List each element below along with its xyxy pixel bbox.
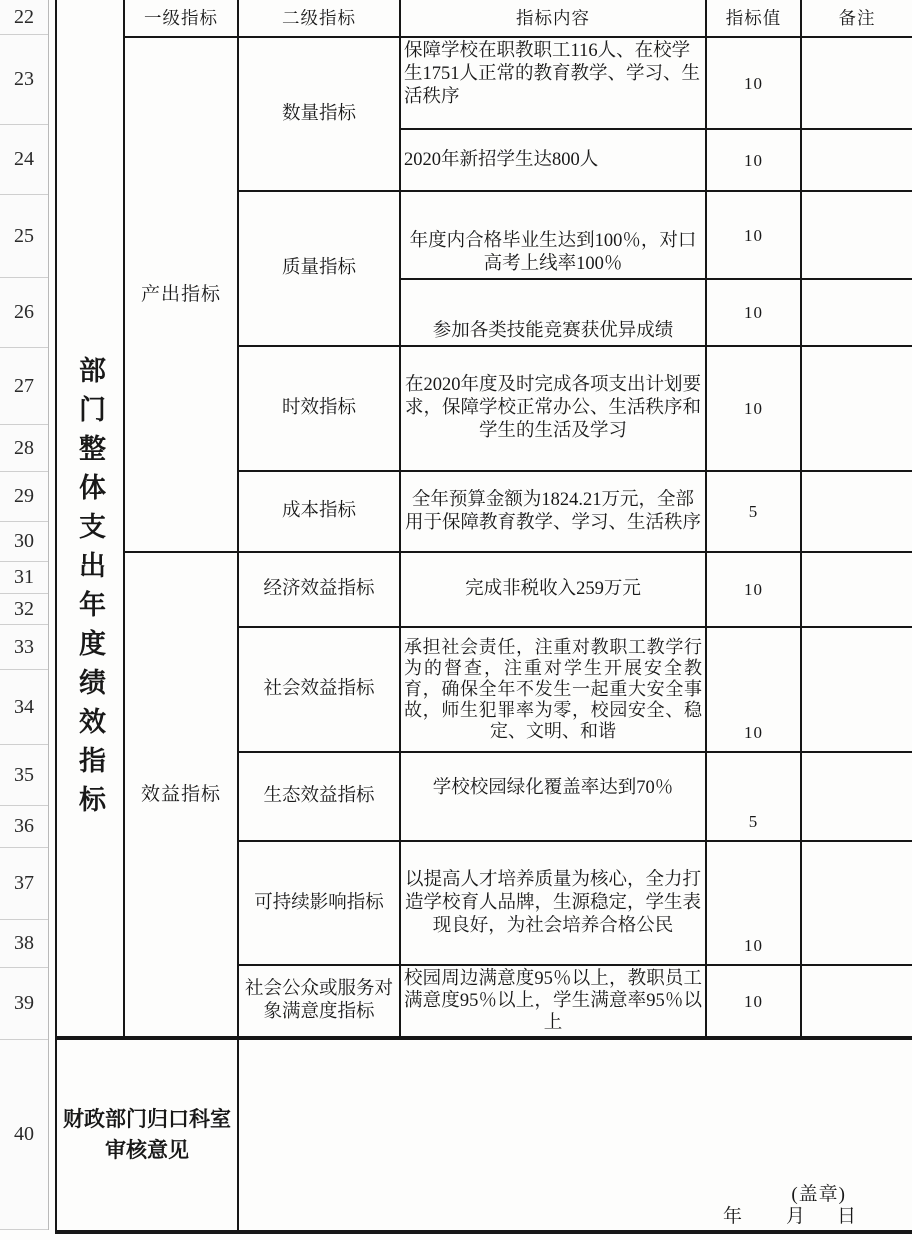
review-opinion-body-cell[interactable]	[239, 1040, 912, 1234]
level2-cell-ecological[interactable]: 生态效益指标	[239, 753, 401, 842]
level1-cell-benefit[interactable]: 效益指标	[125, 553, 239, 1040]
gutter-row-38[interactable]: 38	[0, 920, 48, 968]
indicator-content-cell[interactable]: 学校校园绿化覆盖率达到70％	[401, 753, 707, 842]
indicator-content-cell[interactable]: 校园周边满意度95％以上，教职员工满意度95％以上，学生满意率95％以上	[401, 966, 707, 1040]
gutter-row-29[interactable]: 29	[0, 472, 48, 522]
gutter-row-37[interactable]: 37	[0, 848, 48, 920]
gutter-row-22[interactable]: 22	[0, 0, 48, 35]
indicator-value-cell[interactable]: 10	[707, 347, 802, 472]
indicator-value-cell[interactable]: 10	[707, 628, 802, 753]
gutter-row-24[interactable]: 24	[0, 125, 48, 195]
header-level2[interactable]: 二级指标	[239, 0, 401, 38]
gutter-row-31[interactable]: 31	[0, 562, 48, 594]
header-note[interactable]: 备注	[802, 0, 912, 38]
level2-cell-satisfaction[interactable]: 社会公众或服务对象满意度指标	[239, 966, 401, 1040]
gutter-row-40[interactable]: 40	[0, 1040, 48, 1230]
note-cell[interactable]	[802, 842, 912, 966]
indicator-value-cell[interactable]: 10	[707, 966, 802, 1040]
gutter-row-30[interactable]: 30	[0, 522, 48, 562]
level1-cell-output[interactable]: 产出指标	[125, 38, 239, 553]
gutter-row-39[interactable]: 39	[0, 968, 48, 1040]
level2-cell-sustainability[interactable]: 可持续影响指标	[239, 842, 401, 966]
note-cell[interactable]	[802, 192, 912, 280]
level2-cell-social[interactable]: 社会效益指标	[239, 628, 401, 753]
note-cell[interactable]	[802, 966, 912, 1040]
indicator-value-cell[interactable]: 10	[707, 842, 802, 966]
gutter-row-23[interactable]: 23	[0, 35, 48, 125]
review-opinion-label-cell[interactable]: 财政部门归口科室审核意见	[57, 1040, 239, 1234]
indicator-content-cell[interactable]: 承担社会责任，注重对教职工教学行为的督查，注重对学生开展安全教育，确保全年不发生一起重大安全事故，师生犯罪率为零，校园安全、稳定、文明、和谐	[401, 628, 707, 753]
gutter-row-27[interactable]: 27	[0, 348, 48, 425]
note-cell[interactable]	[802, 753, 912, 842]
indicator-value-cell[interactable]: 5	[707, 472, 802, 553]
level2-cell-quality[interactable]: 质量指标	[239, 192, 401, 347]
indicator-content-cell[interactable]: 以提高人才培养质量为核心，全力打造学校育人品牌，生源稳定，学生表现良好，为社会培养合格公民	[401, 842, 707, 966]
indicator-content-cell[interactable]: 年度内合格毕业生达到100％，对口高考上线率100％	[401, 192, 707, 280]
gutter-row-32[interactable]: 32	[0, 594, 48, 625]
level2-cell-cost[interactable]: 成本指标	[239, 472, 401, 553]
date-year-label: 年	[722, 1206, 742, 1227]
indicator-content-cell[interactable]: 完成非税收入259万元	[401, 553, 707, 628]
indicator-content-cell[interactable]: 全年预算金额为1824.21万元，全部用于保障教育教学、学习、生活秩序	[401, 472, 707, 553]
indicator-value-cell[interactable]: 10	[707, 130, 802, 192]
group-label-cell[interactable]	[57, 0, 125, 1040]
indicator-content-cell[interactable]: 在2020年度及时完成各项支出计划要求，保障学校正常办公、生活秩序和学生的生活及学习	[401, 347, 707, 472]
note-cell[interactable]	[802, 38, 912, 130]
note-cell[interactable]	[802, 553, 912, 628]
date-month-label: 月	[785, 1206, 805, 1227]
level2-cell-quantity[interactable]: 数量指标	[239, 38, 401, 192]
level2-cell-economic[interactable]: 经济效益指标	[239, 553, 401, 628]
indicator-value-cell[interactable]: 10	[707, 192, 802, 280]
note-cell[interactable]	[802, 347, 912, 472]
header-level1[interactable]: 一级指标	[125, 0, 239, 38]
indicator-value-cell[interactable]: 10	[707, 553, 802, 628]
note-cell[interactable]	[802, 472, 912, 553]
gutter-row-26[interactable]: 26	[0, 278, 48, 348]
note-cell[interactable]	[802, 130, 912, 192]
gutter-row-33[interactable]: 33	[0, 625, 48, 670]
gutter-row-28[interactable]: 28	[0, 425, 48, 472]
date-day-label: 日	[836, 1206, 856, 1227]
note-cell[interactable]	[802, 280, 912, 347]
indicator-value-cell[interactable]: 5	[707, 753, 802, 842]
gutter-row-35[interactable]: 35	[0, 745, 48, 806]
date-placeholder	[723, 1205, 856, 1228]
indicator-content-cell[interactable]: 保障学校在职教职工116人、在校学生1751人正常的教育教学、学习、生活秩序	[401, 38, 707, 130]
indicator-value-cell[interactable]: 10	[707, 280, 802, 347]
gutter-row-34[interactable]: 34	[0, 670, 48, 745]
level2-cell-timeliness[interactable]: 时效指标	[239, 347, 401, 472]
gutter-row-25[interactable]: 25	[0, 195, 48, 278]
header-content[interactable]: 指标内容	[401, 0, 707, 38]
gutter-row-36[interactable]: 36	[0, 806, 48, 848]
group-label-text: 部门整体支出年度绩效指标	[75, 356, 105, 824]
row-number-gutter	[0, 0, 49, 1230]
note-cell[interactable]	[802, 628, 912, 753]
indicator-content-cell[interactable]: 2020年新招学生达800人	[401, 130, 707, 192]
indicator-content-cell[interactable]: 参加各类技能竞赛获优异成绩	[401, 280, 707, 347]
indicator-value-cell[interactable]: 10	[707, 38, 802, 130]
header-value[interactable]: 指标值	[707, 0, 802, 38]
performance-indicator-table	[55, 0, 912, 1234]
stamp-placeholder: (盖章)	[791, 1184, 846, 1205]
